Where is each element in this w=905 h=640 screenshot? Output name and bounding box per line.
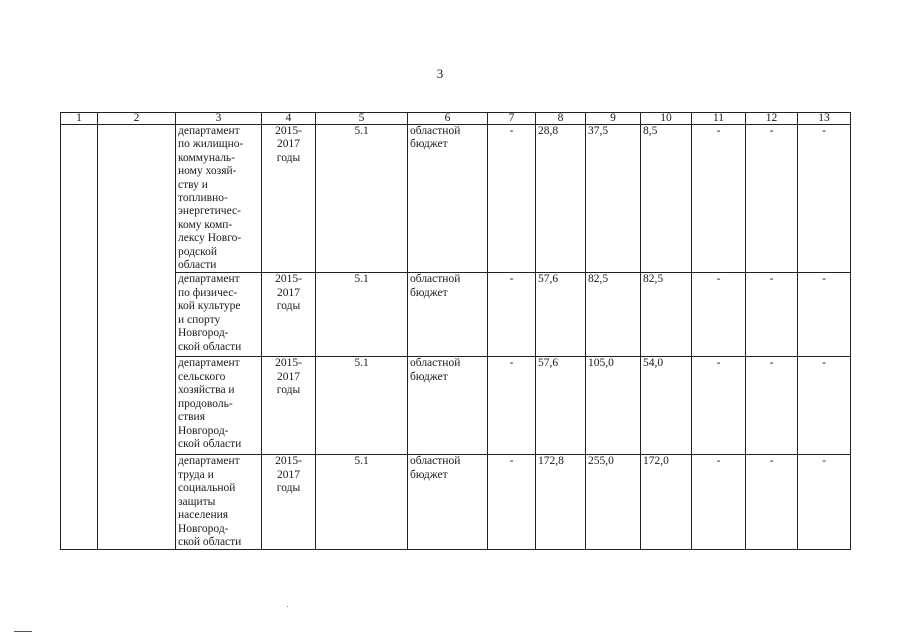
col-12-cell: -: [746, 455, 798, 550]
table-row: [61, 357, 851, 455]
scan-edge-mark: [14, 631, 32, 632]
table-row: [61, 273, 851, 357]
period-text: 2015- 2017 годы: [275, 357, 302, 397]
program-table: [60, 112, 851, 550]
col-10-cell: 8,5: [641, 125, 692, 273]
col-8-cell: 57,6: [536, 357, 586, 455]
department-cell: [176, 357, 262, 455]
column-header-5: 5: [316, 113, 408, 125]
code-cell: 5.1: [316, 125, 408, 273]
column-header-7: 7: [488, 113, 536, 125]
department-name: департамент по физичес- кой культуре и спорту Новгород- ской области: [178, 273, 242, 353]
period-cell: [262, 455, 316, 550]
col-11-cell: -: [692, 273, 746, 357]
period-cell: [262, 125, 316, 273]
column-header-6: 6: [408, 113, 488, 125]
col-9-cell: 105,0: [586, 357, 641, 455]
col-7-cell: -: [488, 455, 536, 550]
funding-source-text: областной бюджет: [410, 273, 461, 299]
period-cell: [262, 357, 316, 455]
col-7-cell: -: [488, 125, 536, 273]
column-header-8: 8: [536, 113, 586, 125]
col-11-cell: -: [692, 455, 746, 550]
scan-speck: [287, 606, 288, 607]
col-13-cell: -: [798, 455, 851, 550]
department-name: департамент труда и социальной защиты населения Новгород- ской области: [178, 455, 242, 548]
col-8-cell: 28,8: [536, 125, 586, 273]
funding-source-cell: [408, 357, 488, 455]
period-text: 2015- 2017 годы: [275, 273, 302, 313]
table-row: [61, 455, 851, 550]
code-cell: 5.1: [316, 273, 408, 357]
period-text: 2015- 2017 годы: [275, 125, 302, 164]
column-header-11: 11: [692, 113, 746, 125]
column-header-10: 10: [641, 113, 692, 125]
merged-cell-col-2: [98, 125, 176, 550]
code-cell: 5.1: [316, 455, 408, 550]
column-header-13: 13: [798, 113, 851, 125]
funding-source-cell: [408, 273, 488, 357]
department-name: департамент сельского хозяйства и продоволь- ствия Новгород- ской области: [178, 357, 242, 450]
column-header-1: 1: [61, 113, 98, 125]
funding-source-text: областной бюджет: [410, 125, 461, 151]
col-11-cell: -: [692, 357, 746, 455]
funding-source-text: областной бюджет: [410, 357, 461, 383]
table-body: [61, 125, 851, 550]
column-header-9: 9: [586, 113, 641, 125]
col-12-cell: -: [746, 357, 798, 455]
col-12-cell: -: [746, 273, 798, 357]
col-9-cell: 255,0: [586, 455, 641, 550]
department-cell: [176, 125, 262, 273]
col-8-cell: 172,8: [536, 455, 586, 550]
col-10-cell: 172,0: [641, 455, 692, 550]
column-header-2: 2: [98, 113, 176, 125]
col-7-cell: -: [488, 273, 536, 357]
funding-source-text: областной бюджет: [410, 455, 461, 481]
page-number: 3: [436, 66, 444, 81]
col-13-cell: -: [798, 357, 851, 455]
col-7-cell: -: [488, 357, 536, 455]
col-11-cell: -: [692, 125, 746, 273]
column-header-12: 12: [746, 113, 798, 125]
department-cell: [176, 455, 262, 550]
col-10-cell: 54,0: [641, 357, 692, 455]
header-row: [61, 113, 851, 125]
col-9-cell: 37,5: [586, 125, 641, 273]
funding-source-cell: [408, 125, 488, 273]
col-10-cell: 82,5: [641, 273, 692, 357]
funding-source-cell: [408, 455, 488, 550]
table-row: [61, 125, 851, 273]
period-text: 2015- 2017 годы: [275, 455, 302, 495]
merged-cell-col-1: [61, 125, 98, 550]
period-cell: [262, 273, 316, 357]
column-header-4: 4: [262, 113, 316, 125]
department-cell: [176, 273, 262, 357]
code-cell: 5.1: [316, 357, 408, 455]
col-8-cell: 57,6: [536, 273, 586, 357]
col-12-cell: -: [746, 125, 798, 273]
col-9-cell: 82,5: [586, 273, 641, 357]
col-13-cell: -: [798, 273, 851, 357]
department-name: департамент по жилищно- коммуналь- ному хозяй- ству и топливно- энергетичес- кому комп- лексу Новго- родской области: [178, 125, 244, 272]
column-header-3: 3: [176, 113, 262, 125]
table-header: [61, 113, 851, 125]
col-13-cell: -: [798, 125, 851, 273]
